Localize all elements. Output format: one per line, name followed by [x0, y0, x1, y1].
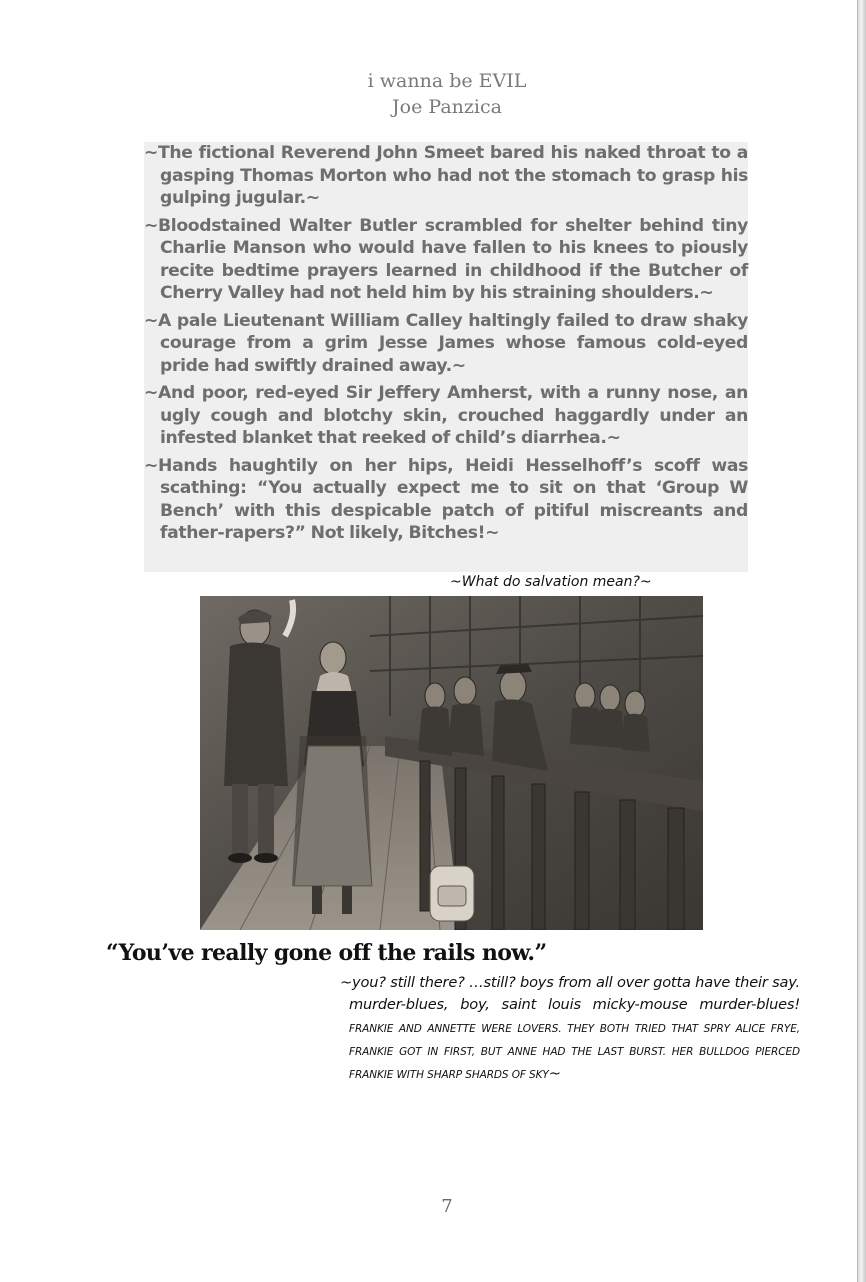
lyric-passage — [340, 972, 800, 1086]
author-name: Joe Panzica — [392, 96, 502, 118]
paragraph: ~The fictional Reverend John Smeet bared his naked throat to a gasping Thomas Morton who had not the stomach to grasp his gulping jugular.~ — [144, 143, 748, 208]
paragraph: ~Hands haughtily on her hips, Heidi Hesselhoff’s scoff was scathing: “You actually expect me to sit on that ‘Group W Bench’ with this despicable patch of pitiful miscreants and father-rapers?” Not likely, Bitches!~ — [144, 455, 748, 543]
running-header — [0, 68, 866, 120]
paragraph: ~And poor, red-eyed Sir Jeffery Amherst, with a runny nose, an ugly cough and blotchy skin, crouched haggardly under an infested blanket that reeked of child’s diarrhea.~ — [144, 383, 748, 448]
pull-quote: “You’ve really gone off the rails now.” — [106, 940, 547, 966]
illustration-drawing — [200, 596, 703, 930]
illustration-image — [200, 596, 703, 930]
paragraph: ~Bloodstained Walter Butler scrambled for shelter behind tiny Charlie Manson who would have fallen to his knees to piously recite bedtime prayers learned in childhood if the Butcher of Cherry Valley had not held him by his straining shoulders.~ — [144, 215, 748, 303]
image-caption: ~What do salvation mean?~ — [450, 574, 652, 590]
lyric-lead: ~you? still there? …still? boys from all over gotta have their say. murder-blues, boy, saint louis micky-mouse murder-blues! — [340, 974, 800, 1014]
book-title: i wanna be EVIL — [367, 70, 527, 92]
lyric-tail: ~ — [548, 1065, 561, 1083]
paragraph: ~A pale Lieutenant William Calley haltingly failed to draw shaky courage from a grim Jesse James whose famous cold-eyed pride had swiftly drained away.~ — [144, 310, 748, 376]
highlighted-passage — [144, 142, 748, 572]
lyric-small-caps: FRANKIE AND ANNETTE WERE LOVERS. THEY BOTH TRIED THAT SPRY ALICE FRYE, FRANKIE GOT IN FIRST, BUT ANNE HAD THE LAST BURST. HER BULLDOG PIERCED FRANKIE WITH SHARP SHARDS OF SKY — [349, 1022, 800, 1082]
page-number: 7 — [441, 1196, 453, 1217]
page-edge — [857, 0, 866, 1282]
